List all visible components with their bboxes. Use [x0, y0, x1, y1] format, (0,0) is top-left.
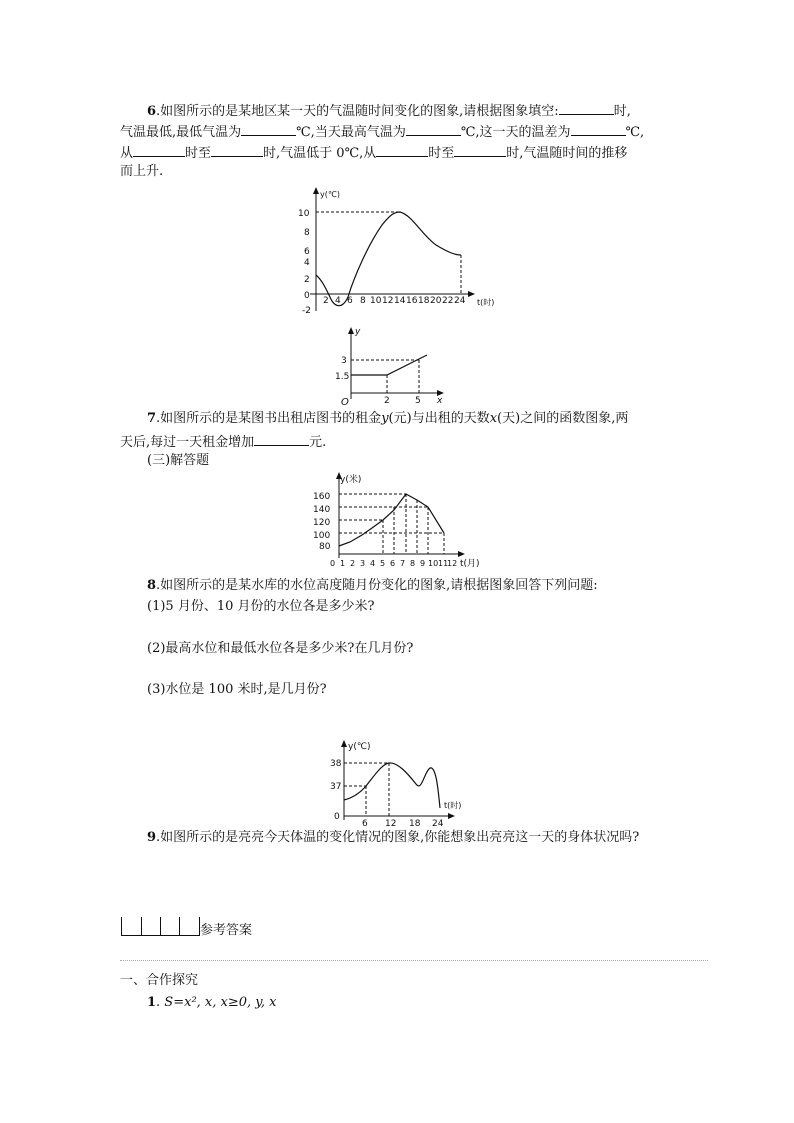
x-axis-label: x: [437, 396, 443, 406]
q6-line-1: 6.如图所示的是某地区某一天的气温随时间变化的图象,请根据图象填空: 时,: [147, 100, 631, 121]
x-tick: 12: [382, 296, 394, 306]
x-tick: 18: [409, 819, 421, 829]
blank: [571, 121, 626, 136]
x-tick: 16: [406, 296, 418, 306]
q6-number: 6: [147, 104, 157, 119]
water-level-chart: [310, 470, 485, 570]
y-tick: 8: [304, 228, 310, 238]
y-axis-label: y(米): [340, 475, 362, 485]
x-tick: 3: [360, 559, 366, 568]
answer-1: 1. S=x², x, x≥0, y, x: [147, 995, 277, 1010]
x-tick: 11: [438, 559, 449, 568]
y-tick: 0: [334, 812, 340, 822]
x-axis-label: t(时): [477, 298, 495, 307]
x-tick: 20: [430, 296, 442, 306]
q8-part-2: (2)最高水位和最低水位各是多少米?在几月份?: [147, 641, 414, 656]
section-3-heading: (三)解答题: [147, 453, 210, 468]
q6-line-3: 从 时至 时,气温低于 0℃,从 时至 时,气温随时间的推移: [120, 142, 627, 163]
x-tick: 6: [390, 559, 396, 568]
q8-line-1: 8.如图所示的是某水库的水位高度随月份变化的图象,请根据图象回答下列问题:: [147, 578, 598, 593]
q6-line-4: 而上升.: [120, 164, 164, 179]
y-tick: 6: [304, 247, 310, 257]
blank: [406, 121, 461, 136]
q8-part-3: (3)水位是 100 米时,是几月份?: [147, 682, 327, 697]
x-tick: 6: [362, 819, 368, 829]
x-tick: 24: [432, 819, 444, 829]
y-axis-label: y: [355, 327, 361, 337]
x-tick: 6: [347, 296, 353, 306]
x-axis-label: t(时): [444, 801, 462, 810]
y-tick: 38: [330, 759, 342, 769]
rental-line: [351, 355, 427, 375]
x-tick: 2: [323, 296, 329, 306]
x-tick: 5: [415, 396, 421, 406]
blank: [241, 121, 296, 136]
x-tick: 8: [410, 559, 416, 568]
x-tick: 2: [384, 396, 390, 406]
y-axis-label: y(℃): [348, 742, 371, 752]
q7-line-1: 7.如图所示的是某图书出租店图书的租金y(元)与出租的天数x(天)之间的函数图象,两: [147, 411, 629, 426]
x-tick: 10: [370, 296, 382, 306]
q8-part-1: (1)5 月份、10 月份的水位各是多少米?: [147, 599, 375, 614]
blank: [559, 100, 614, 115]
answer-section-1: 一、合作探究: [120, 973, 199, 988]
x-tick: 12: [385, 819, 397, 829]
origin-label: O: [341, 397, 349, 408]
y-tick: 0: [304, 291, 310, 301]
blank: [454, 142, 506, 157]
q9-line-1: 9.如图所示的是亮亮今天体温的变化情况的图象,你能想象出亮亮这一天的身体状况吗?: [147, 830, 640, 845]
x-tick: 2: [350, 559, 356, 568]
divider: [120, 960, 708, 961]
body-temperature-curve: [344, 763, 440, 808]
answer-title: 参考答案: [200, 923, 253, 938]
q7-line-2: 天后,每过一天租金增加 元.: [120, 431, 326, 452]
y-axis-label: y(℃): [320, 190, 340, 199]
y-tick: 80: [319, 542, 331, 552]
q9-number: 9: [147, 830, 157, 845]
x-tick: 4: [370, 559, 376, 568]
blank: [376, 142, 428, 157]
temperature-curve: [316, 212, 461, 306]
q7-number: 7: [147, 411, 157, 426]
y-tick: 3: [341, 356, 347, 366]
x-axis-label: t(月): [460, 559, 480, 569]
x-tick: 7: [400, 559, 406, 568]
answer-header-boxes: [121, 917, 200, 936]
x-tick: 10: [428, 559, 439, 568]
y-tick: 1.5: [335, 372, 350, 382]
y-tick: 100: [313, 531, 331, 541]
y-tick: 160: [313, 492, 331, 502]
y-tick: -2: [302, 306, 311, 316]
y-tick: 2: [304, 275, 310, 285]
x-tick: 0: [330, 559, 336, 568]
y-tick: 120: [313, 518, 331, 528]
blank: [254, 431, 309, 446]
y-tick: 4: [304, 258, 310, 268]
temperature-chart: [290, 185, 495, 320]
y-tick: 10: [298, 209, 310, 219]
x-tick: 24: [454, 296, 466, 306]
y-tick: 140: [313, 505, 331, 515]
x-tick: 12: [447, 559, 458, 568]
blank: [133, 142, 185, 157]
x-tick: 9: [420, 559, 426, 568]
x-tick: 1: [340, 559, 346, 568]
x-tick: 4: [335, 296, 341, 306]
x-tick: 5: [380, 559, 386, 568]
blank: [211, 142, 263, 157]
x-tick: 14: [394, 296, 406, 306]
y-tick: 37: [330, 782, 342, 792]
body-temperature-chart: [330, 738, 465, 828]
x-tick: 18: [418, 296, 430, 306]
x-tick: 8: [360, 296, 366, 306]
q6-line-2: 气温最低,最低气温为 ℃,当天最高气温为 ℃,这一天的温差为 ℃,: [120, 121, 644, 142]
x-tick: 22: [442, 296, 454, 306]
q8-number: 8: [147, 578, 157, 593]
rental-chart: [335, 325, 450, 408]
